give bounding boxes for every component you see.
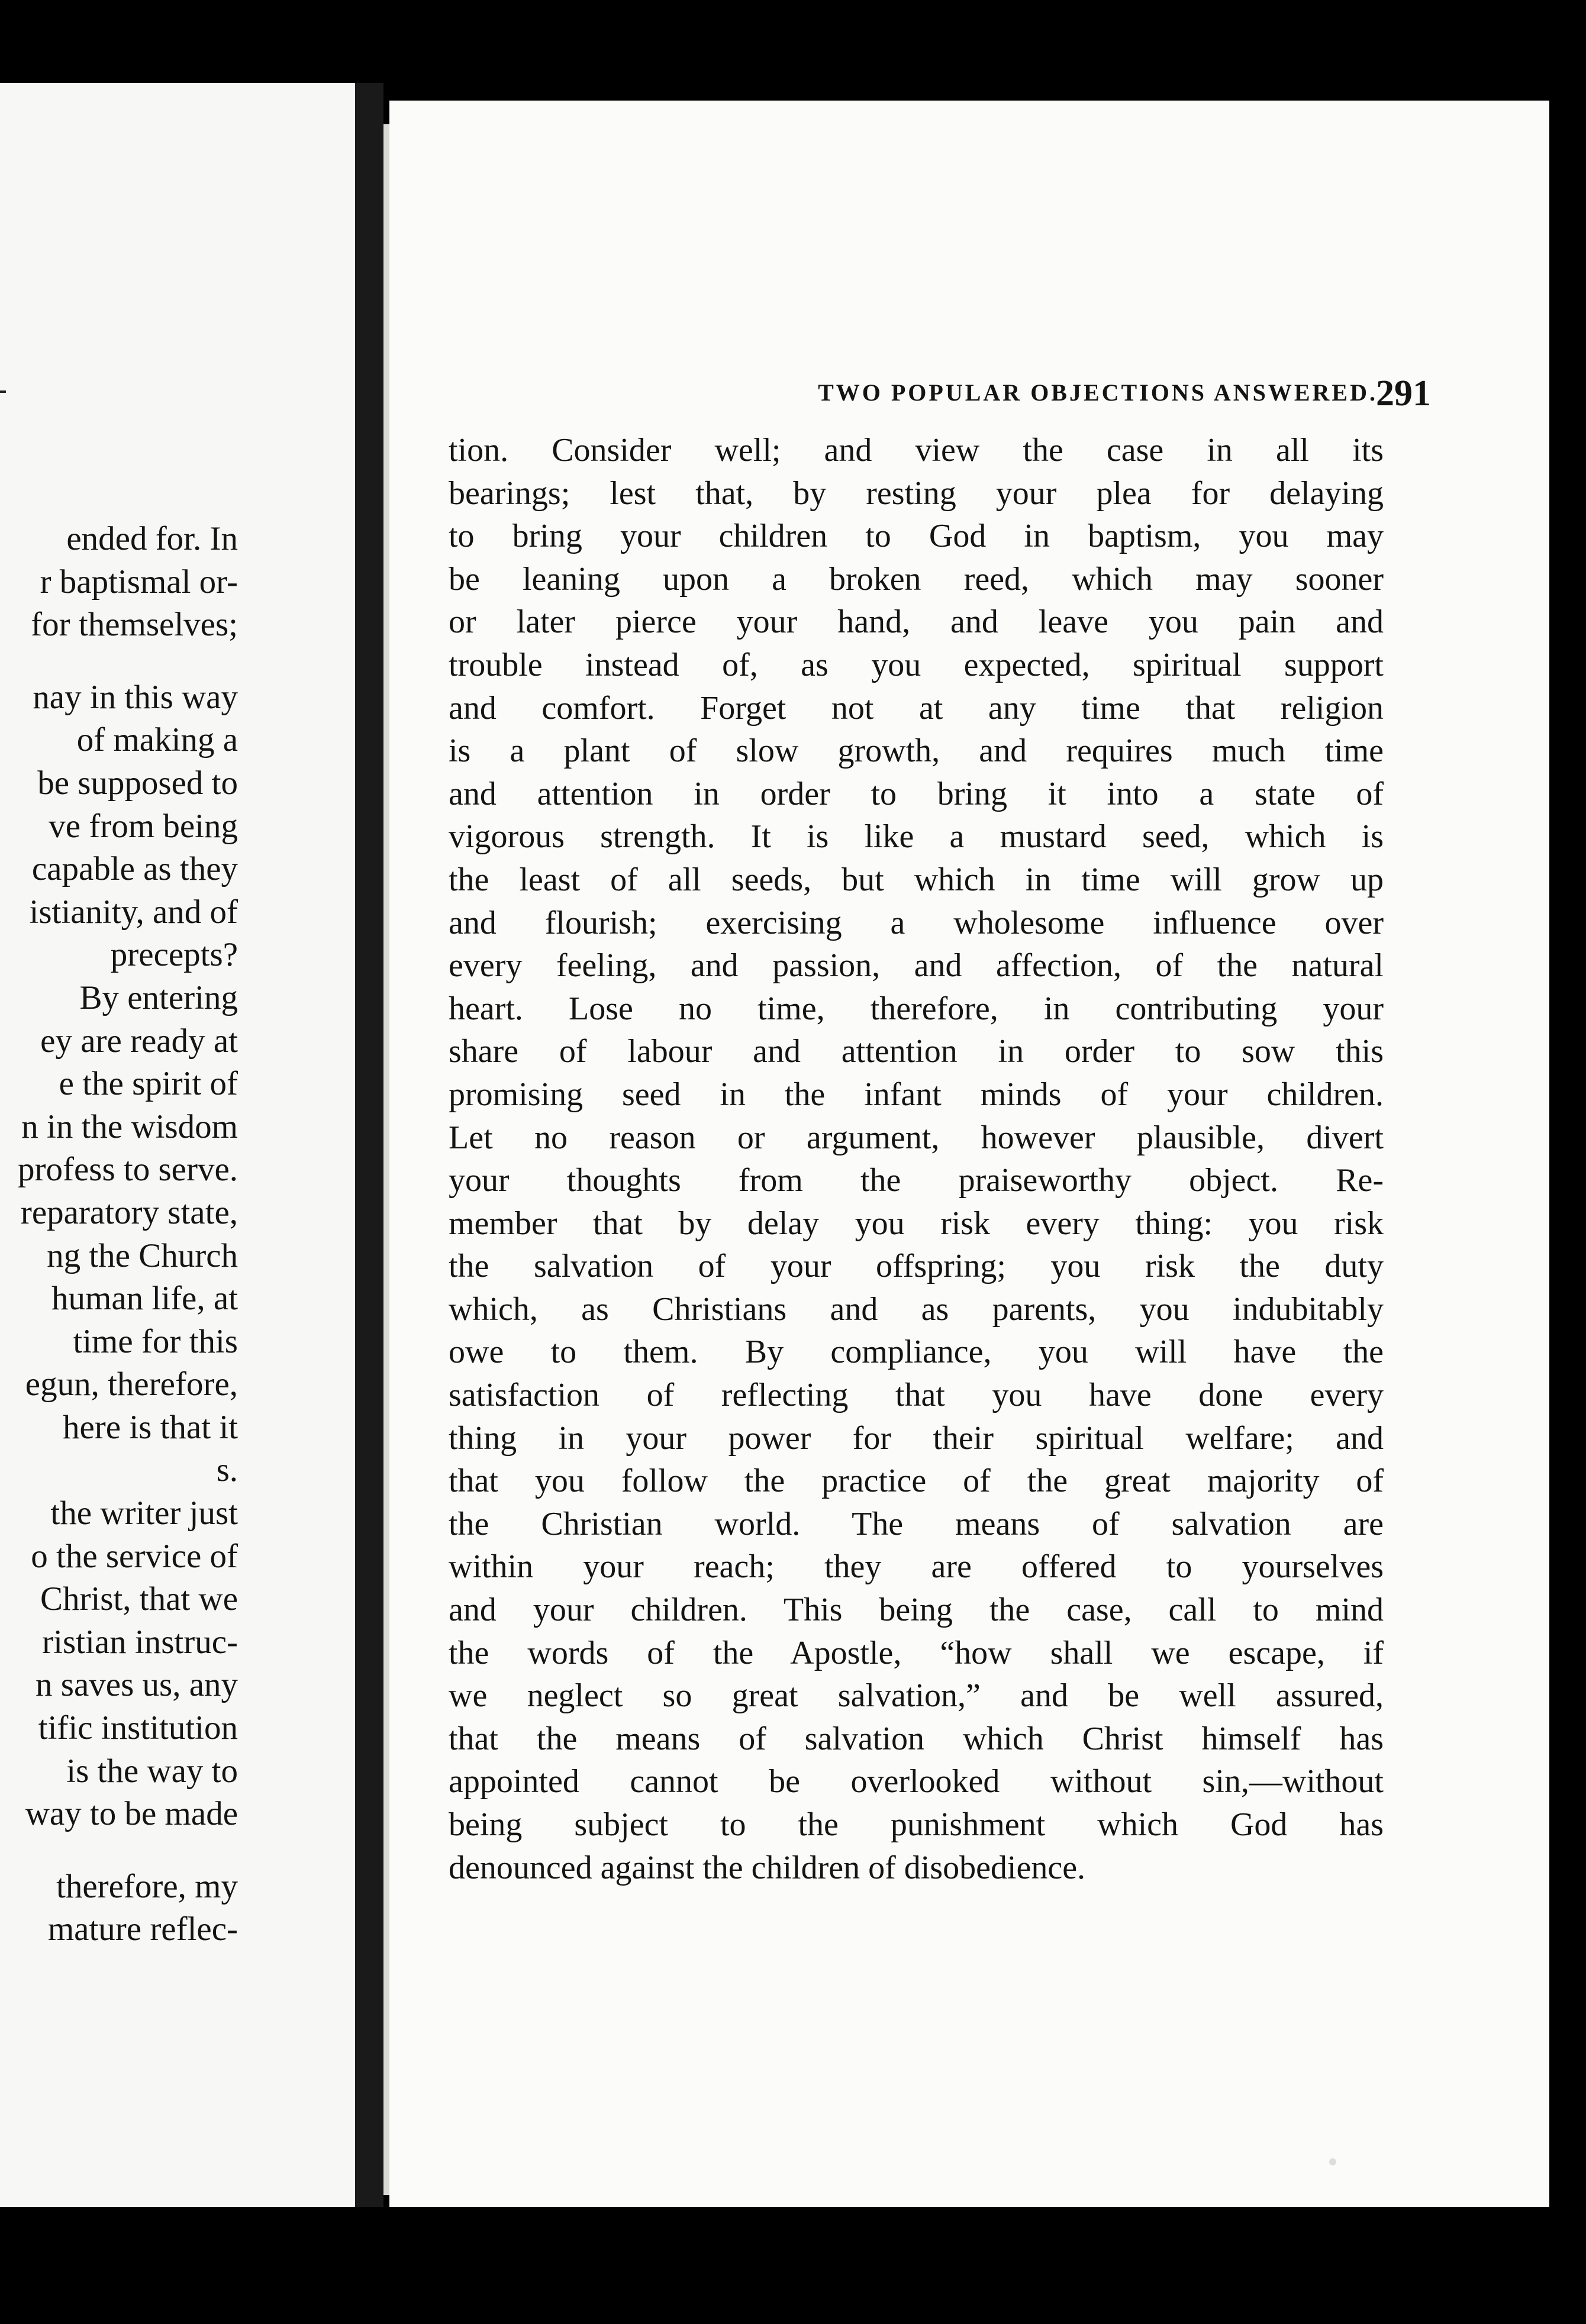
text-line: that you follow the practice of the great majority of bbox=[449, 1463, 1384, 1500]
text-line: the Christian world. The means of salvation are bbox=[449, 1505, 1384, 1542]
left-line: n saves us, any bbox=[36, 1666, 238, 1704]
text-line: that the means of salvation which Christ himself has bbox=[449, 1720, 1384, 1757]
left-line: e the spirit of bbox=[59, 1065, 238, 1103]
text-line: vigorous strength. It is like a mustard seed, which is bbox=[449, 818, 1384, 856]
text-line: trouble instead of, as you expected, spiritual support bbox=[449, 646, 1384, 683]
body-text bbox=[449, 429, 1384, 1889]
text-line: denounced against the children of disobedience. bbox=[449, 1849, 1086, 1886]
left-line-gap bbox=[18, 647, 238, 676]
left-line: for themselves; bbox=[31, 606, 238, 644]
left-line: istianity, and of bbox=[29, 893, 238, 931]
left-line: ve from being bbox=[49, 807, 238, 845]
text-line: which, as Christians and as parents, you indubitably bbox=[449, 1290, 1384, 1328]
left-line: reparatory state, bbox=[20, 1193, 238, 1231]
running-title: TWO POPULAR OBJECTIONS ANSWERED. bbox=[818, 379, 1378, 406]
text-line: we neglect so great salvation,” and be well assured, bbox=[449, 1677, 1384, 1715]
left-line: tific institution bbox=[38, 1709, 238, 1747]
text-line: within your reach; they are offered to yourselves bbox=[449, 1548, 1384, 1586]
text-line: thing in your power for their spiritual welfare; and bbox=[449, 1419, 1384, 1457]
left-page-dash bbox=[0, 390, 6, 393]
left-line: way to be made bbox=[25, 1795, 238, 1833]
text-line: tion. Consider well; and view the case in all its bbox=[449, 432, 1384, 469]
left-line: n in the wisdom bbox=[21, 1108, 238, 1145]
left-line: ristian instruc- bbox=[42, 1623, 238, 1661]
text-line: be leaning upon a broken reed, which may sooner bbox=[449, 560, 1384, 598]
left-line: egun, therefore, bbox=[25, 1366, 238, 1403]
left-line: ng the Church bbox=[47, 1237, 238, 1274]
scan-speck bbox=[1329, 2158, 1336, 2165]
text-line: and flourish; exercising a wholesome influence over bbox=[449, 904, 1384, 941]
book-gutter bbox=[355, 83, 383, 2207]
left-line: is the way to bbox=[66, 1752, 238, 1790]
text-line: heart. Lose no time, therefore, in contributing your bbox=[449, 990, 1384, 1027]
left-line: capable as they bbox=[31, 850, 238, 888]
text-line: the salvation of your offspring; you risk the duty bbox=[449, 1248, 1384, 1285]
left-line: o the service of bbox=[31, 1537, 238, 1575]
text-line: being subject to the punishment which God has bbox=[449, 1806, 1384, 1843]
left-line: By entering bbox=[79, 979, 238, 1016]
text-line: to bring your children to God in baptism, you may bbox=[449, 518, 1384, 555]
left-line: human life, at bbox=[51, 1280, 238, 1318]
left-line: time for this bbox=[73, 1322, 238, 1360]
right-page bbox=[389, 101, 1549, 2207]
left-line: precepts? bbox=[110, 936, 238, 974]
text-line: owe to them. By compliance, you will have the bbox=[449, 1334, 1384, 1371]
text-line: appointed cannot be overlooked without sin,—without bbox=[449, 1763, 1384, 1800]
text-line: the least of all seeds, but which in time will grow up bbox=[449, 861, 1384, 898]
text-line: every feeling, and passion, and affection, of the natural bbox=[449, 947, 1384, 985]
text-line: your thoughts from the praiseworthy object. Re- bbox=[449, 1162, 1384, 1199]
page-number: 291 bbox=[1376, 373, 1431, 414]
text-line: or later pierce your hand, and leave you pain and bbox=[449, 603, 1384, 641]
left-line: profess to serve. bbox=[18, 1151, 238, 1189]
left-line: ended for. In bbox=[66, 520, 238, 557]
text-line: is a plant of slow growth, and requires much time bbox=[449, 732, 1384, 770]
left-line: of making a bbox=[76, 721, 238, 759]
left-line: ey are ready at bbox=[40, 1022, 238, 1060]
left-line: the writer just bbox=[50, 1495, 238, 1532]
page-edge bbox=[383, 124, 389, 2195]
left-line: r baptismal or- bbox=[40, 563, 238, 601]
left-line: nay in this way bbox=[33, 678, 238, 716]
left-page bbox=[0, 83, 355, 2207]
running-head bbox=[389, 373, 1549, 432]
text-line: the words of the Apostle, “how shall we escape, if bbox=[449, 1634, 1384, 1671]
text-line: Let no reason or argument, however plausible, divert bbox=[449, 1119, 1384, 1156]
left-line: therefore, my bbox=[56, 1867, 238, 1905]
left-line: s. bbox=[216, 1451, 238, 1489]
text-line: satisfaction of reflecting that you have done every bbox=[449, 1377, 1384, 1414]
text-line: share of labour and attention in order to sow this bbox=[449, 1033, 1384, 1070]
text-line: member that by delay you risk every thing: you risk bbox=[449, 1205, 1384, 1242]
left-line: be supposed to bbox=[37, 764, 238, 802]
left-line-gap bbox=[18, 1836, 238, 1865]
text-line: bearings; lest that, by resting your plea for delaying bbox=[449, 475, 1384, 512]
left-line: Christ, that we bbox=[40, 1580, 238, 1618]
text-line: promising seed in the infant minds of your children. bbox=[449, 1076, 1384, 1113]
left-page-text bbox=[18, 518, 238, 1951]
left-line: here is that it bbox=[63, 1408, 238, 1446]
text-line: and your children. This being the case, call to mind bbox=[449, 1592, 1384, 1629]
left-line: mature reflec- bbox=[47, 1910, 238, 1948]
text-line: and comfort. Forget not at any time that religion bbox=[449, 689, 1384, 727]
text-line: and attention in order to bring it into a state of bbox=[449, 775, 1384, 812]
